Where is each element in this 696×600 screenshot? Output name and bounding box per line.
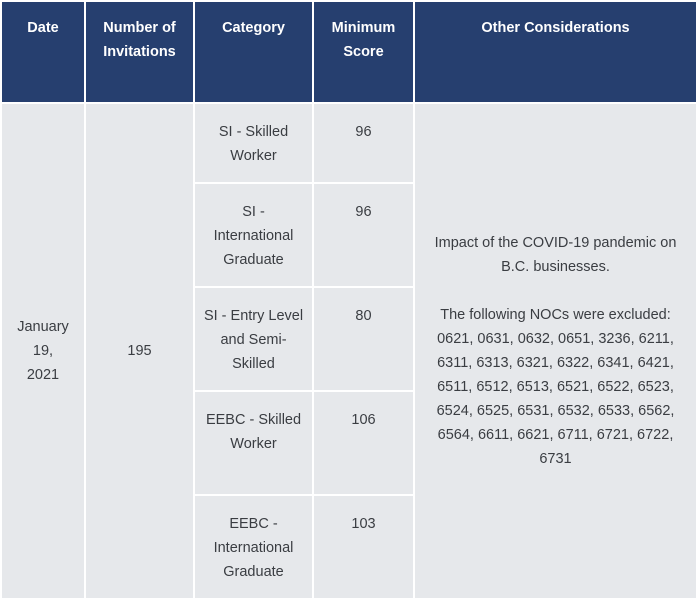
covid-impact-note: Impact of the COVID-19 pandemic on B.C. businesses. xyxy=(434,235,677,275)
score-cell: 96 xyxy=(313,103,414,183)
other-considerations-cell xyxy=(414,103,696,599)
header-minimum-score: Minimum Score xyxy=(313,1,414,103)
header-row xyxy=(1,1,696,103)
category-cell: SI - Entry Level and Semi-Skilled xyxy=(194,287,313,391)
header-invitations: Number of Invitations xyxy=(85,1,194,103)
score-cell: 106 xyxy=(313,391,414,495)
score-cell: 96 xyxy=(313,183,414,287)
excluded-nocs-note: The following NOCs were excluded: 0621, 0631, 0632, 0651, 3236, 6211, 6311, 6313, 6321, 6322, 6341, 6421, 6511, 6512, 6513, 6521, 6522, 6523, 6524, 6525, 6531, 6532, 6533, 6562, 6564, 6611, 6621, 6711, 6721, 6722, 6731 xyxy=(436,307,675,467)
draw-date: January 19, 2021 xyxy=(1,103,85,599)
score-cell: 103 xyxy=(313,495,414,599)
score-cell: 80 xyxy=(313,287,414,391)
category-cell: EEBC - International Graduate xyxy=(194,495,313,599)
category-cell: EEBC - Skilled Worker xyxy=(194,391,313,495)
category-cell: SI - Skilled Worker xyxy=(194,103,313,183)
header-category: Category xyxy=(194,1,313,103)
header-other-considerations: Other Considerations xyxy=(414,1,696,103)
table-row xyxy=(1,103,696,183)
category-cell: SI - International Graduate xyxy=(194,183,313,287)
header-date: Date xyxy=(1,1,85,103)
invitations-count: 195 xyxy=(85,103,194,599)
